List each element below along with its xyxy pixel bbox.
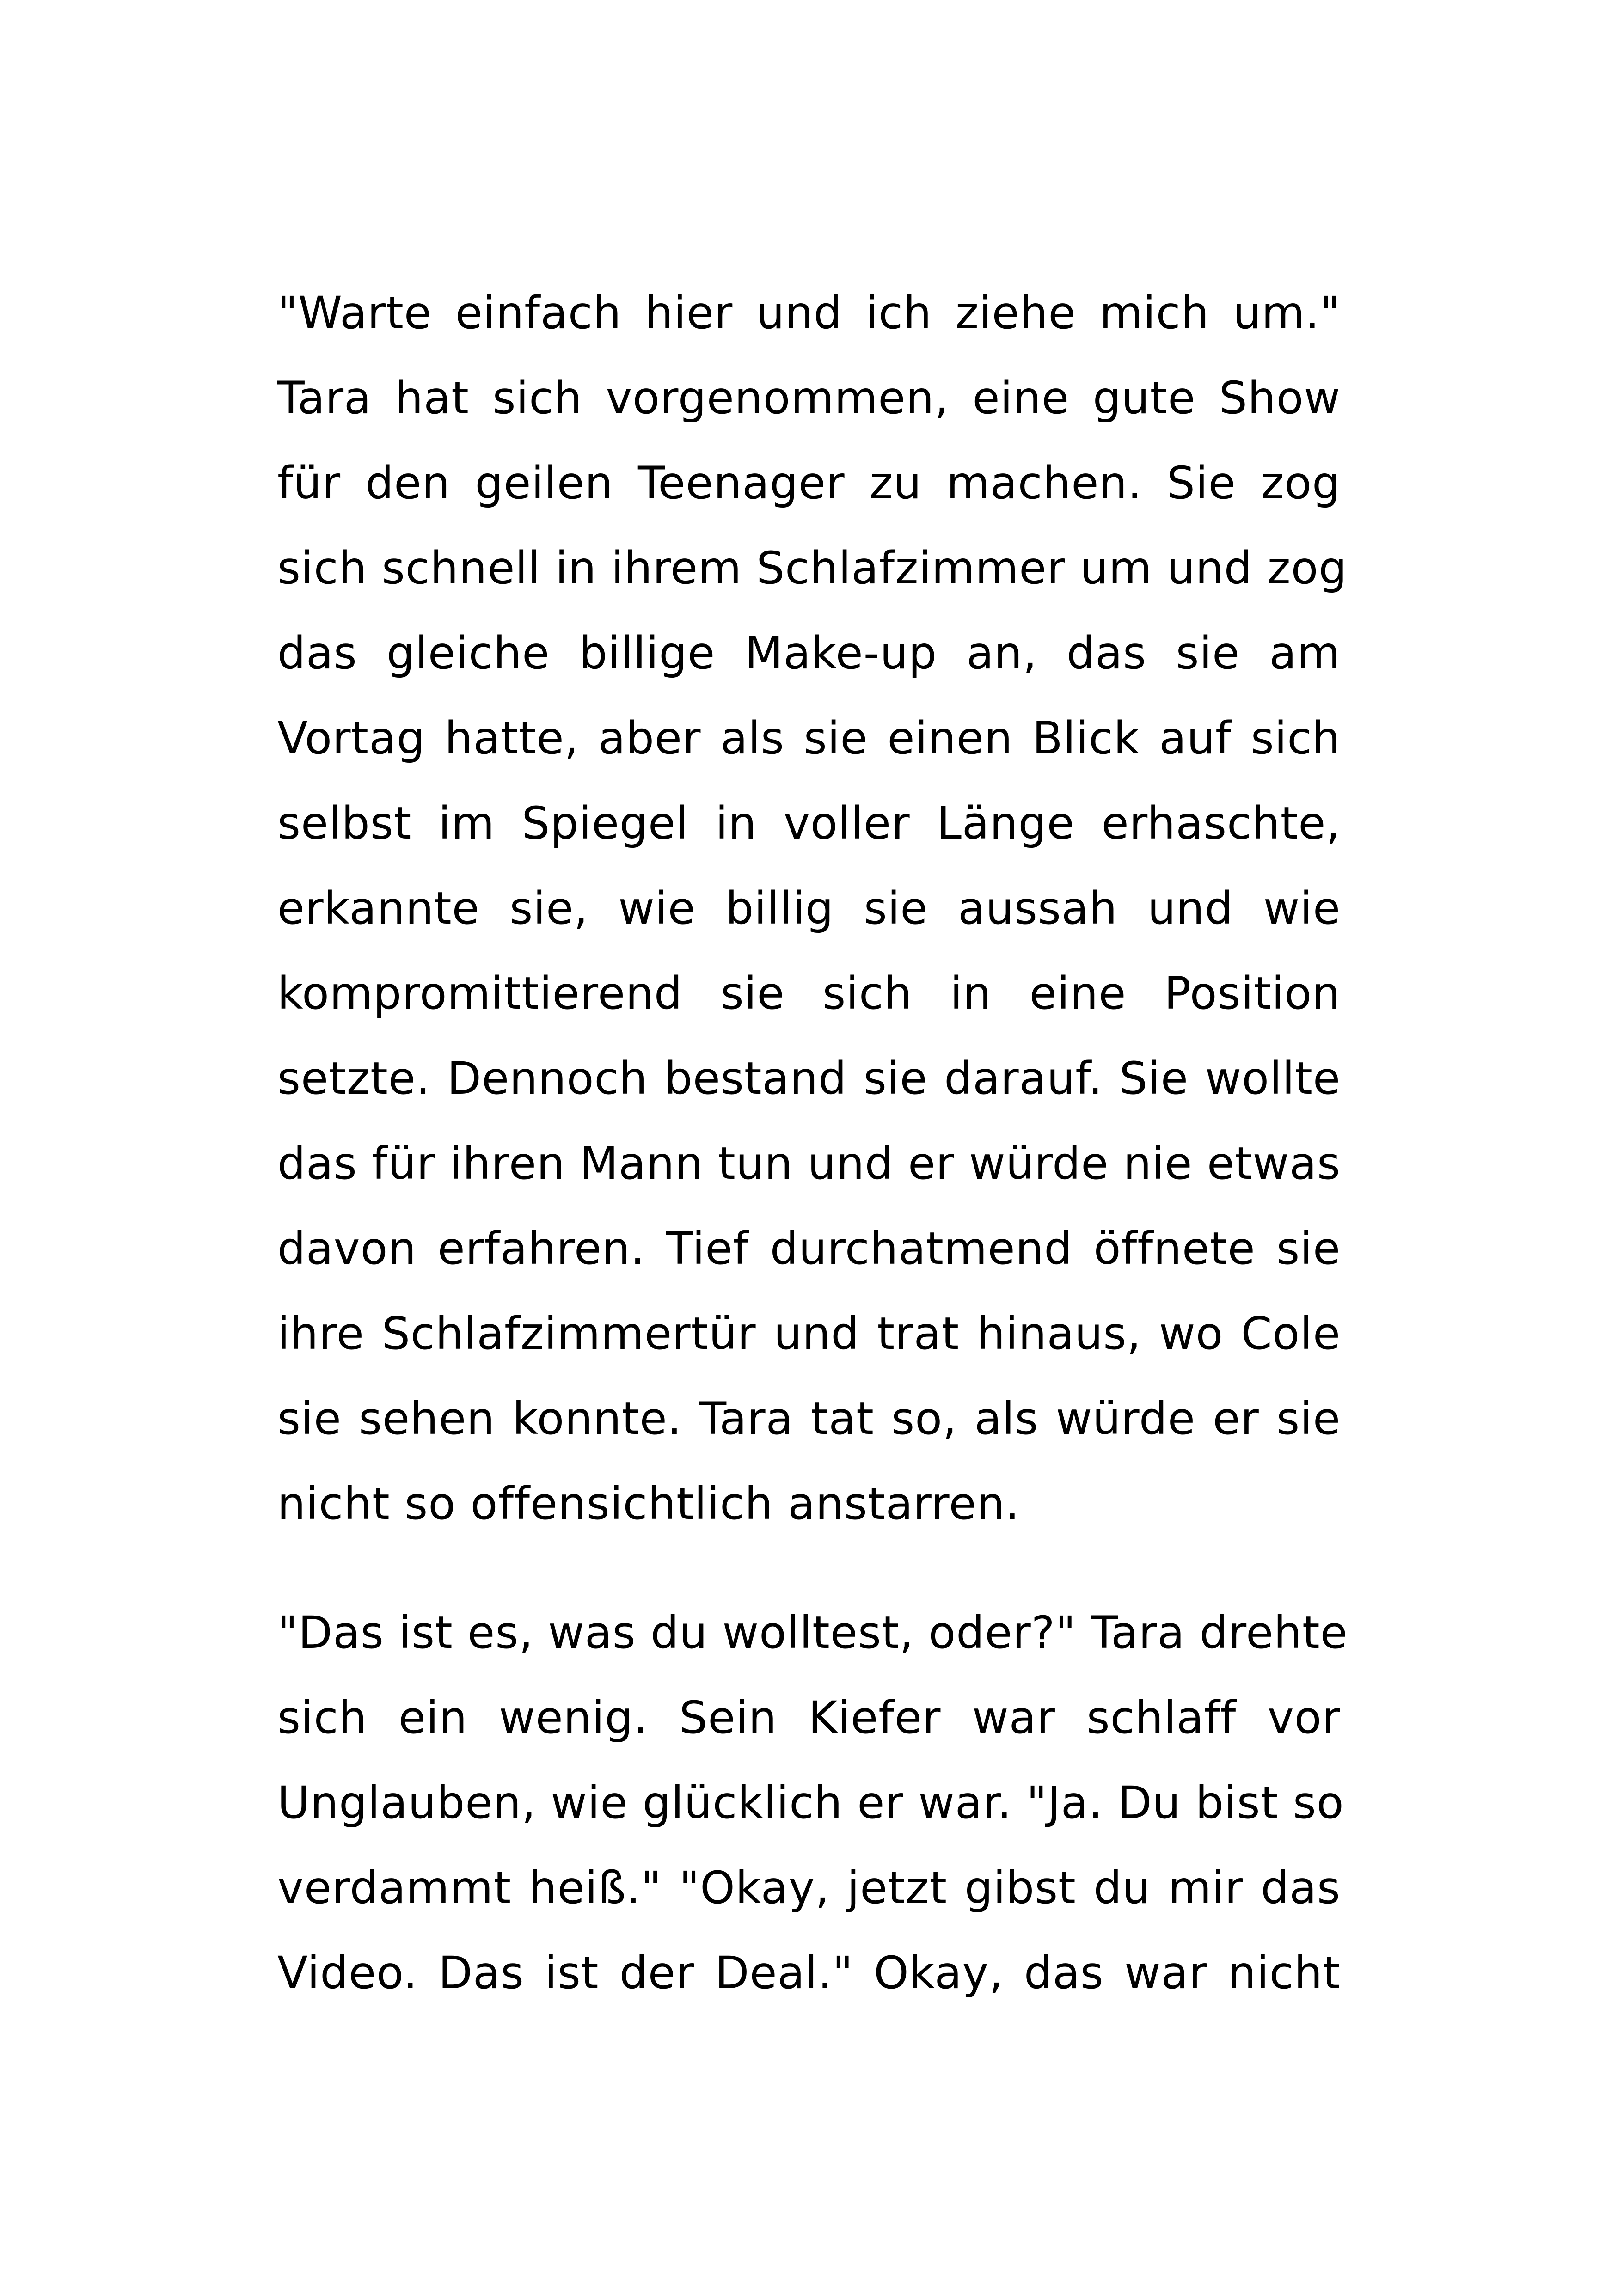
text-line: Video. Das ist der Deal." Okay, das war nicht (277, 1947, 1341, 1999)
text-line: selbst im Spiegel in voller Länge erhaschte, (277, 797, 1341, 849)
text-line: ihre Schlafzimmertür und trat hinaus, wo Cole (277, 1308, 1341, 1359)
text-line: Vortag hatte, aber als sie einen Blick auf sich (277, 712, 1341, 764)
text-line: das für ihren Mann tun und er würde nie etwas (277, 1138, 1341, 1189)
text-line: sie sehen konnte. Tara tat so, als würde er sie (277, 1393, 1341, 1445)
text-line: setzte. Dennoch bestand sie darauf. Sie wollte (277, 1053, 1341, 1104)
text-line: das gleiche billige Make-up an, das sie am (277, 627, 1341, 679)
text-line: Unglauben, wie glücklich er war. "Ja. Du bist so (277, 1777, 1344, 1829)
text-line: kompromittierend sie sich in eine Position (277, 967, 1341, 1019)
paragraph-1 (277, 270, 1348, 1546)
text-line: verdammt heiß." "Okay, jetzt gibst du mir das (277, 1862, 1341, 1914)
text-line: für den geilen Teenager zu machen. Sie zog (277, 457, 1341, 509)
text-line: Tara hat sich vorgenommen, eine gute Show (277, 372, 1341, 424)
text-line: nicht so offensichtlich anstarren. (277, 1478, 1020, 1530)
text-line: sich ein wenig. Sein Kiefer war schlaff vor (277, 1692, 1341, 1744)
text-line: erkannte sie, wie billig sie aussah und wie (277, 882, 1341, 934)
paragraph-2 (277, 1590, 1348, 2015)
text-line: "Warte einfach hier und ich ziehe mich um." (277, 287, 1341, 339)
text-line: "Das ist es, was du wolltest, oder?" Tara drehte (277, 1607, 1348, 1659)
text-line: davon erfahren. Tief durchatmend öffnete sie (277, 1223, 1341, 1274)
text-line: sich schnell in ihrem Schlafzimmer um und zog (277, 542, 1348, 594)
